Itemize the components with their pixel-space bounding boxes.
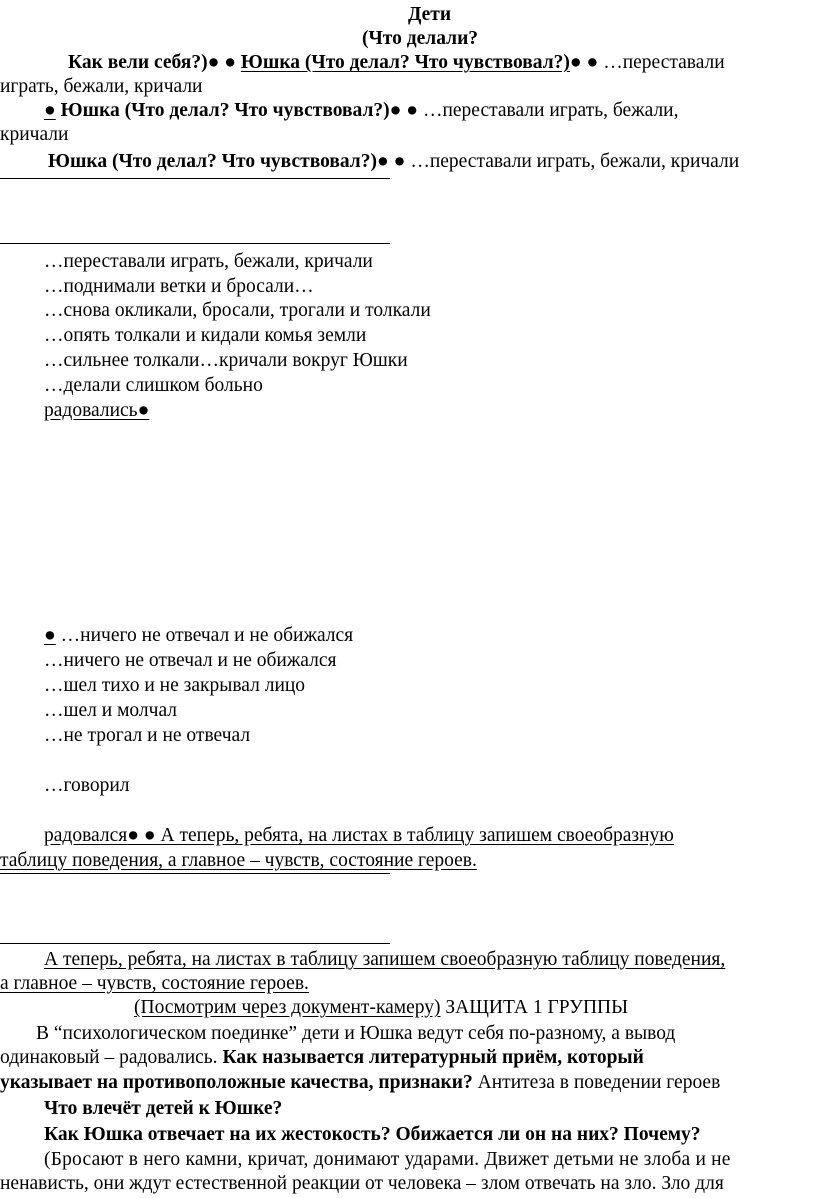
answer-text: Антитеза в поведении героев (472, 1072, 721, 1093)
page-subtitle: (Что делали? (362, 28, 479, 49)
header-row-1-tail: …переставали (603, 52, 725, 73)
divider (0, 243, 390, 244)
group-defense-label: ЗАЩИТА 1 ГРУППЫ (440, 997, 629, 1018)
yushka-result-wrap: таблицу поведения, а главное – чувств, состояние героев. (0, 850, 477, 871)
header-row-3 (48, 150, 739, 174)
bullet: ● (44, 100, 56, 121)
question: Как Юшка отвечает на их жестокость? Обижается ли он на них? Почему? (44, 1124, 701, 1145)
header-row-2-wrap: кричали (0, 124, 69, 145)
bullet-pair: ● ● (569, 52, 599, 73)
question-text: Как называется литературный приём, который (222, 1047, 644, 1068)
header-row-3-tail: …переставали играть, бежали, кричали (410, 151, 740, 172)
divider (0, 178, 390, 179)
answer-paragraph: (Бросают в него камни, кричат, донимают ударами. Движет детьми не злоба и не (44, 1149, 731, 1170)
divider (0, 873, 390, 874)
question: Что влечёт детей к Юшке? (44, 1098, 283, 1119)
list-item: …шел тихо и не закрывал лицо (44, 675, 306, 696)
camera-line (134, 996, 628, 1020)
list-item: …шел и молчал (44, 700, 178, 721)
header-label-yushka: Юшка (Что делал? Что чувствовал?) (60, 100, 390, 121)
list-item (44, 624, 353, 648)
yushka-result-word: радовался (44, 825, 128, 846)
list-item-text: …ничего не отвечал и не обижался (60, 625, 354, 646)
header-row-1 (68, 51, 725, 75)
instruction-line: а главное – чувств, состояние героев. (0, 973, 309, 994)
divider (0, 943, 390, 944)
list-item: …ничего не отвечал и не обижался (44, 650, 337, 671)
analysis-text: одинаковый – радовались. (0, 1047, 223, 1068)
yushka-result-tail: А теперь, ребята, на листах в таблицу запишем своеобразную (160, 825, 674, 846)
bullet-pair: ● ● (207, 52, 237, 73)
yushka-result (44, 824, 674, 848)
answer-paragraph: ненависть, они ждут естественной реакции от человека – злом отвечать на зло. Зло для (0, 1173, 724, 1194)
list-item: …опять толкали и кидали комья земли (44, 325, 367, 346)
list-item: …сильнее толкали…кричали вокруг Юшки (44, 350, 408, 371)
list-item: …снова окликали, бросали, трогали и толкали (44, 300, 431, 321)
header-label-yushka: Юшка (Что делал? Что чувствовал?) (240, 52, 570, 73)
analysis-paragraph (0, 1046, 644, 1070)
header-row-2-tail: …переставали играть, бежали, (422, 100, 679, 121)
bullet-pair: ● ● (127, 825, 156, 846)
header-row-1-wrap: играть, бежали, кричали (0, 76, 203, 97)
bullet-pair: ● ● (389, 100, 419, 121)
list-item: …переставали играть, бежали, кричали (44, 251, 373, 272)
list-item: …говорил (44, 775, 130, 796)
analysis-paragraph: В “психологическом поединке” дети и Юшка ведут себя по-разному, а вывод (36, 1023, 676, 1044)
analysis-paragraph (0, 1071, 720, 1095)
bullet: ● (44, 625, 56, 646)
header-label-yushka: Юшка (Что делал? Что чувствовал?) (48, 151, 377, 172)
list-item: …делали слишком больно (44, 375, 263, 396)
children-result: радовались● (44, 400, 150, 421)
instruction-line: А теперь, ребята, на листах в таблицу запишем своеобразную таблицу поведения, (44, 949, 726, 970)
document-camera-link[interactable]: (Посмотрим через документ-камеру) (134, 997, 441, 1018)
list-item: …поднимали ветки и бросали… (44, 276, 314, 297)
list-item: …не трогал и не отвечал (44, 725, 251, 746)
page-title: Дети (408, 4, 452, 25)
bullet-pair: ● ● (377, 151, 406, 172)
header-label-behavior: Как вели себя?) (68, 52, 208, 73)
header-row-2 (44, 99, 679, 123)
question-text: указывает на противоположные качества, признаки? (0, 1072, 473, 1093)
